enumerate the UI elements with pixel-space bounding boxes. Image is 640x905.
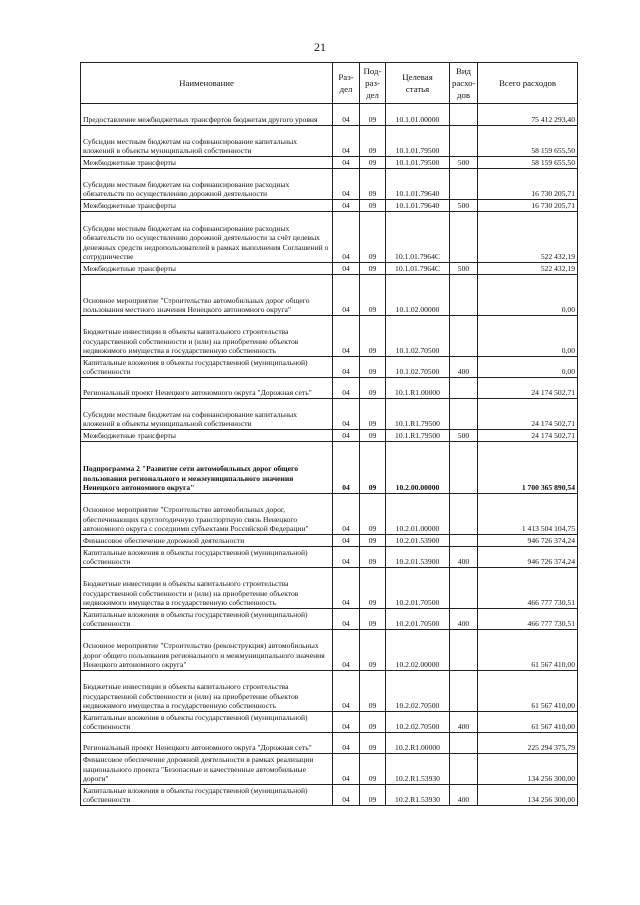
cell-subsection: 09: [360, 357, 386, 378]
table-row: [81, 104, 578, 126]
cell-name: Основное мероприятие "Строительство (реконструкция) автомобильных дорог общего пользования регионального и межмуниципального значения Ненецкого автономного округа": [81, 630, 333, 671]
cell-total: 0,00: [478, 275, 578, 316]
cell-name: Бюджетные инвестиции в объекты капитального строительства государственной собственности и (или) на приобретение объектов недвижимого имущества в государственную собственность: [81, 671, 333, 712]
cell-name: Капитальные вложения в объекты государственной (муниципальной) собственности: [81, 712, 333, 733]
cell-type: [450, 754, 478, 785]
cell-name: Бюджетные инвестиции в объекты капитального строительства государственной собственности и (или) на приобретение объектов недвижимого имущества в государственную собственность: [81, 316, 333, 357]
cell-subsection: 09: [360, 785, 386, 806]
cell-total: 134 256 300,00: [478, 785, 578, 806]
table-row: [81, 671, 578, 712]
cell-section: 04: [333, 316, 360, 357]
cell-total: 61 567 410,00: [478, 712, 578, 733]
cell-type: 400: [450, 609, 478, 630]
cell-subsection: 09: [360, 430, 386, 442]
cell-section: 04: [333, 733, 360, 754]
cell-total: 0,00: [478, 316, 578, 357]
cell-total: 466 777 730,51: [478, 609, 578, 630]
table-row: [81, 430, 578, 442]
cell-target: 10.1.R1.79500: [386, 399, 450, 430]
budget-table: [80, 62, 578, 806]
cell-target: 10.2.01.53900: [386, 535, 450, 547]
cell-subsection: 09: [360, 754, 386, 785]
cell-target: 10.2.01.53900: [386, 547, 450, 568]
cell-name: Предоставление межбюджетных трансфертов бюджетам другого уровня: [81, 104, 333, 126]
cell-target: 10.1.01.79500: [386, 126, 450, 157]
cell-name: Межбюджетные трансферты: [81, 263, 333, 275]
cell-total: 16 730 205,71: [478, 169, 578, 200]
cell-target: 10.2.R1.00000: [386, 733, 450, 754]
cell-name: Межбюджетные трансферты: [81, 200, 333, 212]
cell-subsection: 09: [360, 212, 386, 263]
table-row: [81, 754, 578, 785]
cell-total: 522 432,19: [478, 263, 578, 275]
table-row: [81, 547, 578, 568]
table-row: [81, 535, 578, 547]
cell-type: [450, 733, 478, 754]
cell-total: 58 159 655,50: [478, 126, 578, 157]
cell-section: 04: [333, 785, 360, 806]
table-row: [81, 494, 578, 535]
cell-total: 225 294 375,79: [478, 733, 578, 754]
cell-target: 10.1.R1.79500: [386, 430, 450, 442]
cell-target: 10.1.01.00000: [386, 104, 450, 126]
table-header-row: [81, 63, 578, 104]
cell-type: 400: [450, 547, 478, 568]
cell-subsection: 09: [360, 630, 386, 671]
header-name: Наименование: [81, 63, 333, 104]
cell-type: [450, 126, 478, 157]
cell-target: 10.2.02.00000: [386, 630, 450, 671]
cell-section: 04: [333, 212, 360, 263]
table-row: [81, 609, 578, 630]
header-section: Раз- дел: [333, 63, 360, 104]
cell-total: 61 567 410,00: [478, 630, 578, 671]
cell-target: 10.2.R1.53930: [386, 754, 450, 785]
cell-type: 400: [450, 785, 478, 806]
cell-section: 04: [333, 535, 360, 547]
cell-name: Капитальные вложения в объекты государственной (муниципальной) собственности: [81, 785, 333, 806]
cell-target: 10.1.01.7964С: [386, 212, 450, 263]
table-row: [81, 442, 578, 494]
cell-subsection: 09: [360, 442, 386, 494]
table-row: [81, 785, 578, 806]
header-target: Целевая статья: [386, 63, 450, 104]
table-row: [81, 712, 578, 733]
cell-section: 04: [333, 275, 360, 316]
cell-target: 10.2.R1.53930: [386, 785, 450, 806]
cell-name: Бюджетные инвестиции в объекты капитального строительства государственной собственности и (или) на приобретение объектов недвижимого имущества в государственную собственность: [81, 568, 333, 609]
cell-name: Финансовое обеспечение дорожной деятельности: [81, 535, 333, 547]
cell-type: 400: [450, 357, 478, 378]
cell-subsection: 09: [360, 126, 386, 157]
cell-type: [450, 378, 478, 399]
cell-section: 04: [333, 263, 360, 275]
cell-total: 0,00: [478, 357, 578, 378]
cell-subsection: 09: [360, 316, 386, 357]
table-row: [81, 316, 578, 357]
cell-name: Основное мероприятие "Строительство автомобильных дорог общего пользования местного значения Ненецкого автономного округа": [81, 275, 333, 316]
cell-section: 04: [333, 378, 360, 399]
cell-total: 24 174 502,71: [478, 378, 578, 399]
cell-type: 500: [450, 157, 478, 169]
cell-subsection: 09: [360, 169, 386, 200]
cell-subsection: 09: [360, 671, 386, 712]
cell-type: [450, 630, 478, 671]
cell-type: [450, 275, 478, 316]
cell-name: Региональный проект Ненецкого автономного округа "Дорожная сеть": [81, 733, 333, 754]
table-row: [81, 399, 578, 430]
cell-section: 04: [333, 754, 360, 785]
table-row: [81, 212, 578, 263]
cell-target: 10.1.02.00000: [386, 275, 450, 316]
cell-subsection: 09: [360, 733, 386, 754]
cell-type: [450, 399, 478, 430]
cell-subsection: 09: [360, 378, 386, 399]
cell-name: Подпрограмма 2 "Развитие сети автомобильных дорог общего пользования регионального и межмуниципального значения Ненецкого автономного округа": [81, 442, 333, 494]
cell-section: 04: [333, 169, 360, 200]
cell-type: 400: [450, 712, 478, 733]
cell-section: 04: [333, 547, 360, 568]
table-row: [81, 200, 578, 212]
header-expense-type: Вид расхо- дов: [450, 63, 478, 104]
table-row: [81, 169, 578, 200]
cell-target: 10.2.01.70500: [386, 609, 450, 630]
cell-type: [450, 442, 478, 494]
cell-name: Субсидии местным бюджетам на софинансирование расходных обязательств по осуществлению дорожной деятельности за счёт целевых денежных средств недропользователей в рамках выполнения Соглашений о сотрудничестве: [81, 212, 333, 263]
cell-target: 10.2.01.00000: [386, 494, 450, 535]
cell-type: [450, 568, 478, 609]
cell-total: 946 726 374,24: [478, 547, 578, 568]
cell-name: Основное мероприятие "Строительство автомобильных дорог, обеспечивающих круглогодичную транспортную связь Ненецкого автономного округа с соседними субъектами Российской Федерации": [81, 494, 333, 535]
cell-target: 10.2.00.00000: [386, 442, 450, 494]
cell-total: 466 777 730,51: [478, 568, 578, 609]
cell-subsection: 09: [360, 568, 386, 609]
cell-target: 10.1.01.79640: [386, 169, 450, 200]
cell-subsection: 09: [360, 609, 386, 630]
cell-section: 04: [333, 442, 360, 494]
table-row: [81, 157, 578, 169]
cell-type: 500: [450, 200, 478, 212]
cell-section: 04: [333, 157, 360, 169]
cell-section: 04: [333, 399, 360, 430]
cell-section: 04: [333, 568, 360, 609]
cell-total: 1 700 365 890,54: [478, 442, 578, 494]
cell-type: [450, 169, 478, 200]
cell-section: 04: [333, 712, 360, 733]
cell-subsection: 09: [360, 200, 386, 212]
cell-target: 10.1.02.70500: [386, 357, 450, 378]
cell-name: Региональный проект Ненецкого автономного округа "Дорожная сеть": [81, 378, 333, 399]
cell-target: 10.2.01.70500: [386, 568, 450, 609]
cell-total: 58 159 655,50: [478, 157, 578, 169]
cell-total: 24 174 502,71: [478, 399, 578, 430]
cell-target: 10.1.R1.00000: [386, 378, 450, 399]
cell-subsection: 09: [360, 104, 386, 126]
cell-section: 04: [333, 671, 360, 712]
table-row: [81, 357, 578, 378]
cell-type: [450, 535, 478, 547]
cell-name: Капитальные вложения в объекты государственной (муниципальной) собственности: [81, 357, 333, 378]
cell-total: 522 432,19: [478, 212, 578, 263]
cell-type: [450, 316, 478, 357]
cell-target: 10.1.01.7964С: [386, 263, 450, 275]
cell-subsection: 09: [360, 399, 386, 430]
cell-subsection: 09: [360, 275, 386, 316]
cell-total: 946 726 374,24: [478, 535, 578, 547]
cell-total: 75 412 293,40: [478, 104, 578, 126]
table-row: [81, 568, 578, 609]
cell-total: 61 567 410,00: [478, 671, 578, 712]
cell-total: 16 730 205,71: [478, 200, 578, 212]
cell-subsection: 09: [360, 547, 386, 568]
table-row: [81, 378, 578, 399]
cell-subsection: 09: [360, 712, 386, 733]
cell-type: 500: [450, 263, 478, 275]
cell-section: 04: [333, 200, 360, 212]
cell-section: 04: [333, 630, 360, 671]
cell-name: Финансовое обеспечение дорожной деятельности в рамках реализации национального проекта "Безопасные и качественные автомобильные дороги": [81, 754, 333, 785]
cell-section: 04: [333, 126, 360, 157]
cell-total: 1 413 504 104,75: [478, 494, 578, 535]
table-row: [81, 630, 578, 671]
cell-total: 24 174 502,71: [478, 430, 578, 442]
cell-type: [450, 494, 478, 535]
cell-target: 10.2.02.70500: [386, 712, 450, 733]
table-row: [81, 126, 578, 157]
header-total: Всего расходов: [478, 63, 578, 104]
header-subsection: Под- раз- дел: [360, 63, 386, 104]
cell-subsection: 09: [360, 263, 386, 275]
cell-name: Субсидии местным бюджетам на софинансирование капитальных вложений в объекты муниципальной собственности: [81, 399, 333, 430]
table-row: [81, 263, 578, 275]
cell-target: 10.1.02.70500: [386, 316, 450, 357]
cell-section: 04: [333, 430, 360, 442]
cell-name: Субсидии местным бюджетам на софинансирование расходных обязательств по осуществлению дорожной деятельности: [81, 169, 333, 200]
table-row: [81, 733, 578, 754]
cell-section: 04: [333, 609, 360, 630]
cell-name: Межбюджетные трансферты: [81, 157, 333, 169]
cell-subsection: 09: [360, 535, 386, 547]
cell-target: 10.2.02.70500: [386, 671, 450, 712]
cell-type: 500: [450, 430, 478, 442]
cell-target: 10.1.01.79640: [386, 200, 450, 212]
cell-subsection: 09: [360, 494, 386, 535]
cell-type: [450, 671, 478, 712]
cell-section: 04: [333, 494, 360, 535]
cell-section: 04: [333, 357, 360, 378]
cell-total: 134 256 300,00: [478, 754, 578, 785]
cell-section: 04: [333, 104, 360, 126]
cell-subsection: 09: [360, 157, 386, 169]
cell-name: Капитальные вложения в объекты государственной (муниципальной) собственности: [81, 547, 333, 568]
cell-name: Субсидии местным бюджетам на софинансирование капитальных вложений в объекты муниципальной собственности: [81, 126, 333, 157]
cell-type: [450, 104, 478, 126]
cell-name: Межбюджетные трансферты: [81, 430, 333, 442]
cell-type: [450, 212, 478, 263]
table-row: [81, 275, 578, 316]
page-number: 21: [314, 40, 326, 54]
cell-target: 10.1.01.79500: [386, 157, 450, 169]
cell-name: Капитальные вложения в объекты государственной (муниципальной) собственности: [81, 609, 333, 630]
